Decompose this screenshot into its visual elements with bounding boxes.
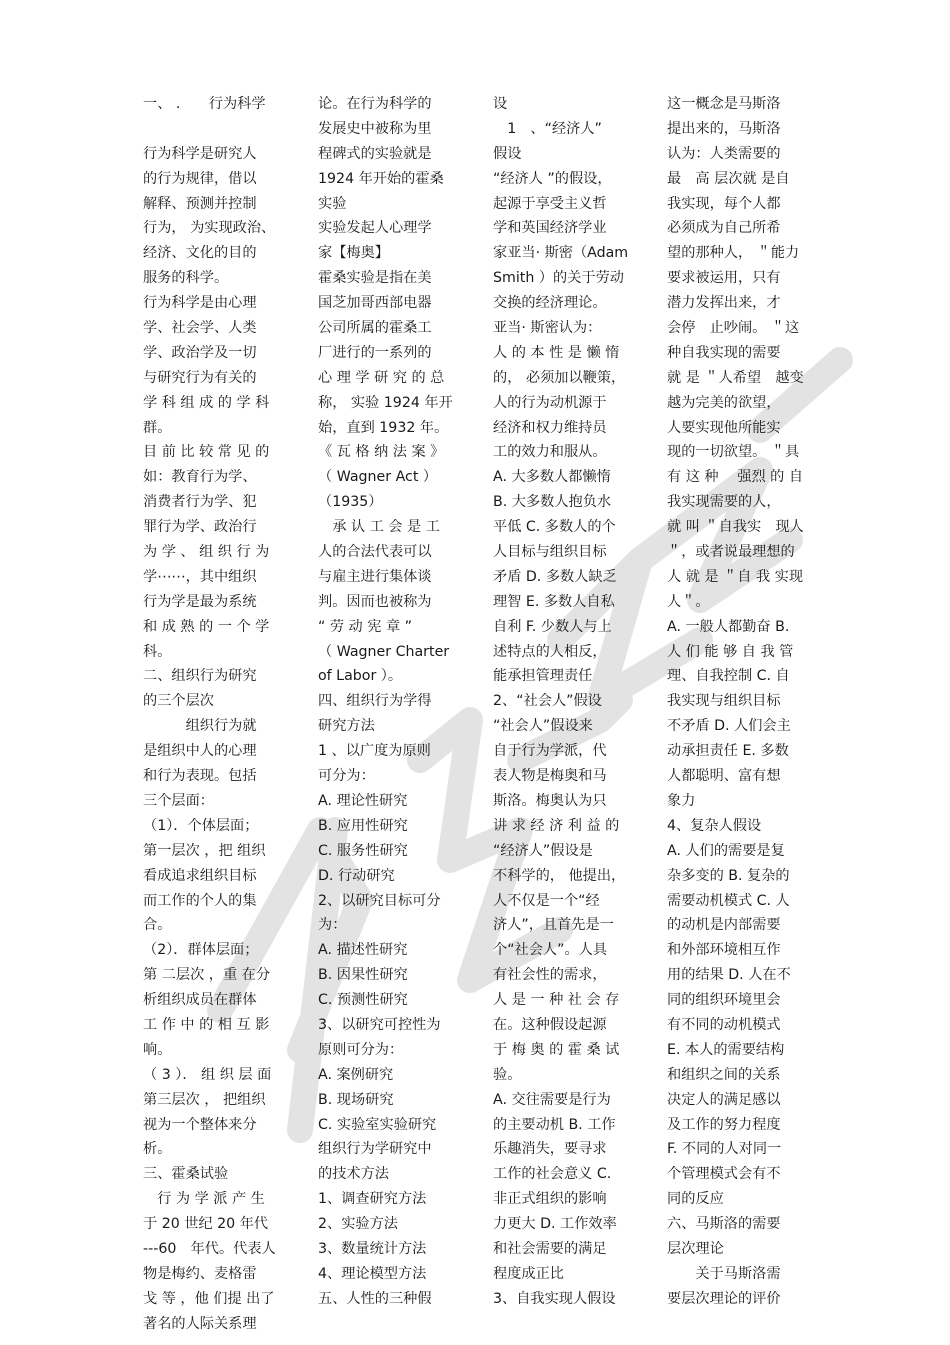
text-line: 四、组织行为学得 <box>318 693 432 710</box>
text-line: 学、社会学、人类 <box>143 320 257 337</box>
text-line: 能承担管理责任 <box>493 668 593 685</box>
text-line: 程碑式的实验就是 <box>318 145 432 162</box>
text-line: 理、自我控制 C. 自 <box>667 668 790 685</box>
text-line: 和组织之间的关系 <box>667 1066 781 1083</box>
text-line: 会停 止吵闹。 ＂这 <box>667 320 800 337</box>
text-line: 种自我实现的需要 <box>667 344 781 361</box>
text-line: 在。这种假设起源 <box>493 1016 607 1033</box>
text-line: 学 科 组 成 的 学 科 <box>143 394 270 411</box>
text-line: 人 们 能 够 自 我 管 <box>667 643 794 660</box>
text-line: 有不同的动机模式 <box>667 1016 781 1033</box>
text-line: “社会人”假设来 <box>493 718 593 735</box>
text-line: 讲 求 经 济 利 益 的 <box>493 817 620 834</box>
text-line: 就 叫 ＂自我实 现人 <box>667 519 804 536</box>
text-line: 消费者行为学、犯 <box>143 494 257 511</box>
text-line: 家【梅奥】 <box>318 245 389 262</box>
text-line: 潜力发挥出来，才 <box>667 295 781 312</box>
text-line: 行为， 为实现政治、 <box>143 220 276 237</box>
text-line: 程度成正比 <box>493 1265 564 1282</box>
text-line: 设 <box>493 96 508 112</box>
text-line: 3、数量统计方法 <box>318 1240 427 1257</box>
text-line: 越为完美的欲望， <box>667 394 781 411</box>
text-line: 戈 等 ，他 们提 出了 <box>143 1290 275 1307</box>
text-line: C. 预测性研究 <box>318 992 408 1009</box>
text-line: 承 认 工 会 是 工 <box>318 519 440 536</box>
text-line: Smith ）的关于劳动 <box>493 270 624 287</box>
text-line: （ Wagner Act ） <box>318 469 438 486</box>
text-line: B. 现场研究 <box>318 1091 394 1108</box>
text-line: （ 3 ）． 组 织 层 面 <box>143 1066 272 1083</box>
text-line: 人不仅是一个“经 <box>493 892 600 909</box>
text-line: 著名的人际关系理 <box>143 1315 257 1332</box>
text-line: 霍桑实验是指在美 <box>318 270 432 287</box>
text-line: 关于马斯洛需 <box>667 1265 781 1282</box>
text-line: 发展史中被称为里 <box>318 120 432 137</box>
text-line: 学、政治学及一切 <box>143 344 257 361</box>
text-line: 2、以研究目标可分 <box>318 892 441 909</box>
text-line: 经济、文化的目的 <box>143 245 257 262</box>
text-line: 为： <box>318 917 347 934</box>
text-line: A. 案例研究 <box>318 1066 394 1083</box>
text-line: 二、组织行为研究 <box>143 668 257 685</box>
text-line: 行为科学是由心理 <box>143 295 257 312</box>
text-line: 《 瓦 格 纳 法 案 》 <box>318 444 445 461</box>
text-line: 3、自我实现人假设 <box>493 1290 616 1307</box>
text-line: A. 一般人都勤奋 B. <box>667 618 790 635</box>
text-line: 决定人的满足感以 <box>667 1091 781 1108</box>
text-line: 及工作的努力程度 <box>667 1116 781 1133</box>
text-line: 和 成 熟 的 一 个 学 <box>143 618 270 635</box>
text-line: 有社会性的需求， <box>493 967 607 984</box>
text-line: 研究方法 <box>318 718 375 735</box>
text-line: 就 是 ＂人希望 越变 <box>667 369 804 386</box>
text-line: 1924 年开始的霍桑 <box>318 170 444 187</box>
text-line: 斯洛。梅奥认为只 <box>493 792 607 809</box>
text-line: 工作的社会意义 C. <box>493 1166 612 1183</box>
text-line: 和行为表现。包括 <box>143 768 257 785</box>
text-line: 表人物是梅奥和马 <box>493 768 607 785</box>
text-line: 与雇主进行集体谈 <box>318 568 432 585</box>
text-line: 3、以研究可控性为 <box>318 1016 441 1033</box>
text-line: C. 实验室实验研究 <box>318 1116 437 1133</box>
text-line: B. 大多数人抱负水 <box>493 494 612 511</box>
text-line: 象力 <box>667 792 696 809</box>
text-line: 人都聪明、富有想 <box>667 768 781 785</box>
text-line: 析。 <box>143 1141 172 1158</box>
text-line: ---60 年代。代表人 <box>143 1240 276 1257</box>
text-line: 起源于享受主义哲 <box>493 195 607 212</box>
text-line: 六、马斯洛的需要 <box>667 1216 781 1233</box>
text-line: 为 学 、 组 织 行 为 <box>143 544 270 561</box>
text-line: A. 交往需要是行为 <box>493 1091 611 1108</box>
text-line: 人 就 是 ＂自 我 实现 <box>667 568 804 585</box>
text-line: 2、实验方法 <box>318 1216 398 1233</box>
text-line: 的动机是内部需要 <box>667 917 781 934</box>
text-line: 和社会需要的满足 <box>493 1240 607 1257</box>
text-line: 的， 必须加以鞭策， <box>493 369 626 386</box>
text-line: B. 因果性研究 <box>318 967 408 984</box>
text-column-3 <box>493 92 643 1312</box>
text-line: D. 行动研究 <box>318 867 395 884</box>
text-line: 可分为： <box>318 768 375 785</box>
text-line: 厂进行的一系列的 <box>318 344 432 361</box>
text-line: 不科学的， 他提出， <box>493 867 626 884</box>
text-line: 杂多变的 B. 复杂的 <box>667 867 790 884</box>
text-line: A. 描述性研究 <box>318 942 408 959</box>
text-line: 看成追求组织目标 <box>143 867 257 884</box>
text-line: 动承担责任 E. 多数 <box>667 743 789 760</box>
text-line: 需要动机模式 C. 人 <box>667 892 790 909</box>
text-line: （1）．个体层面； <box>143 817 259 834</box>
text-line: 最 高 层次就 是自 <box>667 170 790 187</box>
text-column-2 <box>318 92 466 1312</box>
text-line: 1 、以广度为原则 <box>318 743 431 760</box>
text-line: A. 大多数人都懒惰 <box>493 469 611 486</box>
text-line: 个“社会人”。人具 <box>493 942 608 959</box>
text-line: 实验 <box>318 195 347 212</box>
text-line: 要层次理论的评价 <box>667 1290 781 1307</box>
text-line: 行为学是最为系统 <box>143 593 257 610</box>
text-line: 行 为 学 派 产 生 <box>143 1191 265 1208</box>
text-line: 工的效力和服从。 <box>493 444 607 461</box>
text-line: 组织行为学研究中 <box>318 1141 432 1158</box>
text-column-4 <box>667 92 811 1312</box>
text-line: 望的那种人， ＂能力 <box>667 245 800 262</box>
text-line: 自利 F. 少数人与上 <box>493 618 612 635</box>
text-line: 响。 <box>143 1041 172 1058</box>
text-line: 人的合法代表可以 <box>318 544 432 561</box>
text-line: 人的行为动机源于 <box>493 394 607 411</box>
text-column-1 <box>143 92 293 1337</box>
text-line: 五、人性的三种假 <box>318 1290 432 1307</box>
text-line: B. 应用性研究 <box>318 817 408 834</box>
text-line: 解释、预测并控制 <box>143 195 257 212</box>
text-line: 亚当· 斯密认为： <box>493 320 602 337</box>
text-line: 视为一个整体来分 <box>143 1116 257 1133</box>
text-line: 罪行为学、政治行 <box>143 519 257 536</box>
text-line: （ Wagner Charter <box>318 643 450 660</box>
text-line: 乐趣消失，要寻求 <box>493 1141 607 1158</box>
text-line: 述特点的人相反， <box>493 643 607 660</box>
text-line: of Labor ）。 <box>318 668 403 685</box>
text-line: 现的一切欲望。 ＂具 <box>667 444 800 461</box>
text-line: 合。 <box>143 917 172 934</box>
text-line: 原则可分为： <box>318 1041 404 1058</box>
text-line: 不矛盾 D. 人们会主 <box>667 718 791 735</box>
text-line: 假设 <box>493 145 522 162</box>
text-line: 学⋯⋯，其中组织 <box>143 568 257 585</box>
text-line: “经济人 ”的假设， <box>493 170 612 187</box>
text-line: 而工作的个人的集 <box>143 892 257 909</box>
text-line: 有 这 种 强烈 的 自 <box>667 469 804 486</box>
text-line: 第 二层次 ，重 在分 <box>143 967 271 984</box>
text-line: 同的反应 <box>667 1191 724 1208</box>
text-line: 4、理论模型方法 <box>318 1265 427 1282</box>
text-line: 物是梅约、麦格雷 <box>143 1265 257 1282</box>
text-line: 非正式组织的影响 <box>493 1191 607 1208</box>
text-line: 交换的经济理论。 <box>493 295 607 312</box>
text-line: 与研究行为有关的 <box>143 369 257 386</box>
text-line: 的主要动机 B. 工作 <box>493 1116 616 1133</box>
text-line: F. 不同的人对同一 <box>667 1141 782 1158</box>
text-line: 这一概念是马斯洛 <box>667 96 781 112</box>
text-line: A. 人们的需要是复 <box>667 842 785 859</box>
text-line: 济人”，且首先是一 <box>493 917 614 934</box>
text-line: 层次理论 <box>667 1240 724 1257</box>
text-line: 目 前 比 较 常 见 的 <box>143 444 270 461</box>
text-line: 心 理 学 研 究 的 总 <box>318 369 445 386</box>
text-line: “ 劳 动 宪 章 ” <box>318 618 412 635</box>
text-line: 我实现需要的人， <box>667 494 781 511</box>
text-line: 析组织成员在群体 <box>143 992 257 1009</box>
text-line: 和外部环境相互作 <box>667 942 781 959</box>
text-line: 个管理模式会有不 <box>667 1166 781 1183</box>
text-line: “经济人”假设是 <box>493 842 593 859</box>
text-line: 必须成为自己所希 <box>667 220 781 237</box>
text-line: 人 是 一 种 社 会 存 <box>493 992 620 1009</box>
text-line: 1 、“经济人” <box>493 120 602 137</box>
text-line: A. 理论性研究 <box>318 792 408 809</box>
text-line: 认为：人类需要的 <box>667 145 781 162</box>
text-line: 矛盾 D. 多数人缺乏 <box>493 568 617 585</box>
text-line: 称， 实验 1924 年开 <box>318 394 453 411</box>
text-line: 的三个层次 <box>143 693 214 710</box>
text-line: C. 服务性研究 <box>318 842 408 859</box>
text-line: 实验发起人心理学 <box>318 220 432 237</box>
text-line <box>143 117 293 142</box>
text-line: （1935） <box>318 494 383 511</box>
text-line: ＂，或者说最理想的 <box>667 544 795 561</box>
text-line: 我实现，每个人都 <box>667 195 781 212</box>
text-line: 第三层次 ， 把组织 <box>143 1091 266 1108</box>
text-line: 的行为规律，借以 <box>143 170 257 187</box>
text-line: 是组织中人的心理 <box>143 743 257 760</box>
text-line: 科。 <box>143 643 172 660</box>
text-line: 家亚当· 斯密（Adam <box>493 245 629 262</box>
text-line: 验。 <box>493 1066 522 1083</box>
text-line: 人目标与组织目标 <box>493 544 607 561</box>
text-line: 国芝加哥西部电器 <box>318 295 432 312</box>
text-line: 要求被运用，只有 <box>667 270 781 287</box>
text-line: 学和英国经济学业 <box>493 220 607 237</box>
text-line: （2）．群体层面； <box>143 942 259 959</box>
text-line: 三、霍桑试验 <box>143 1166 229 1183</box>
text-line: 于 梅 奥 的 霍 桑 试 <box>493 1041 620 1058</box>
text-line: 群。 <box>143 419 172 436</box>
text-line: 三个层面： <box>143 792 214 809</box>
text-line: 组织行为就 <box>143 718 257 735</box>
text-line: 2、“社会人”假设 <box>493 693 602 710</box>
text-line: 服务的科学。 <box>143 270 229 287</box>
text-line: 一、 . 行为科学 <box>143 96 266 112</box>
text-line: 如：教育行为学、 <box>143 469 257 486</box>
text-line: 行为科学是研究人 <box>143 145 257 162</box>
text-line: 论。在行为科学的 <box>318 96 432 112</box>
text-line: 公司所属的霍桑工 <box>318 320 432 337</box>
text-line: 人＂。 <box>667 593 710 610</box>
text-line: 自于行为学派，代 <box>493 743 607 760</box>
text-line: 于 20 世纪 20 年代 <box>143 1216 269 1233</box>
text-line: 人要实现他所能实 <box>667 419 781 436</box>
text-line: 第一层次 ，把 组织 <box>143 842 266 859</box>
text-line: 理智 E. 多数人自私 <box>493 593 615 610</box>
text-line: 始，直到 1932 年。 <box>318 419 449 436</box>
text-line: 判。因而也被称为 <box>318 593 432 610</box>
text-line: 平低 C. 多数人的个 <box>493 519 616 536</box>
text-line: 我实现与组织目标 <box>667 693 781 710</box>
text-line: 同的组织环境里会 <box>667 992 781 1009</box>
text-line: 的技术方法 <box>318 1166 389 1183</box>
text-line: 人 的 本 性 是 懒 惰 <box>493 344 620 361</box>
text-line: 经济和权力维持员 <box>493 419 607 436</box>
text-line: 1、调查研究方法 <box>318 1191 427 1208</box>
text-line: 力更大 D. 工作效率 <box>493 1216 617 1233</box>
text-line: 用的结果 D. 人在不 <box>667 967 791 984</box>
text-line: 工 作 中 的 相 互 影 <box>143 1016 270 1033</box>
text-line: E. 本人的需要结构 <box>667 1041 785 1058</box>
text-line: 4、复杂人假设 <box>667 817 762 834</box>
text-line: 提出来的，马斯洛 <box>667 120 781 137</box>
